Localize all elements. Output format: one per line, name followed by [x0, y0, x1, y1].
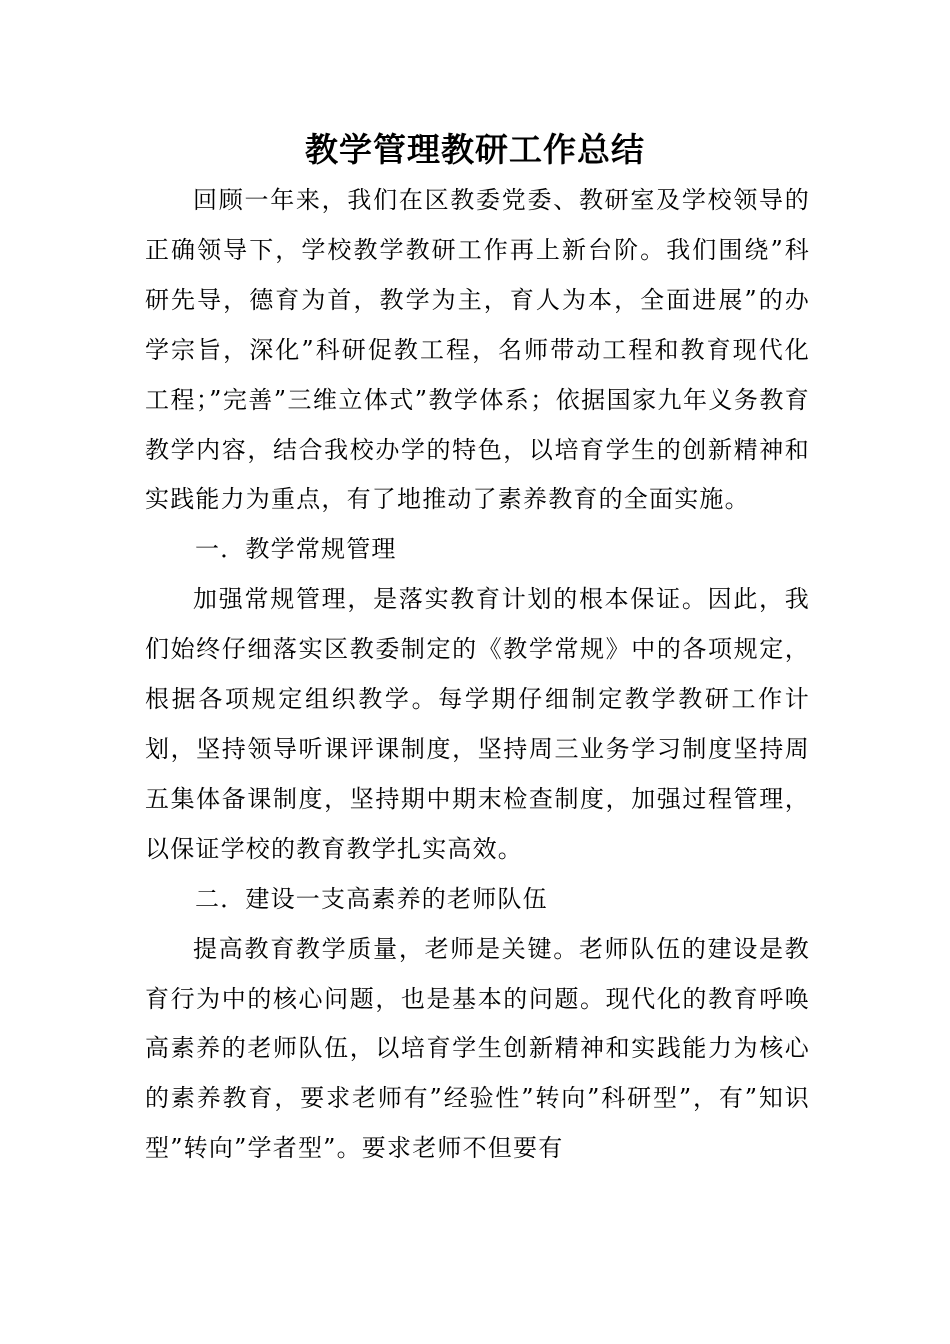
section-paragraph-2: 提高教育教学质量，老师是关键。老师队伍的建设是教育行为中的核心问题，也是基本的问题。现代化的教育呼唤高素养的老师队伍，以培育学生创新精神和实践能力为核心的素养教育，要求老师有”经验性”转向”科研型”，有”知识型”转向”学者型”。要求老师不但要有: [145, 934, 810, 1163]
document-title: 教学管理教研工作总结: [305, 130, 645, 169]
section-heading-2: 二．建设一支高素养的老师队伍: [195, 884, 548, 913]
section-heading-1: 一．教学常规管理: [195, 535, 397, 564]
document-body: [145, 176, 810, 1174]
section-paragraph-1: 加强常规管理，是落实教育计划的根本保证。因此，我们始终仔细落实区教委制定的《教学常规》中的各项规定，根据各项规定组织教学。每学期仔细制定教学教研工作计划，坚持领导听课评课制度，坚持周三业务学习制度坚持周五集体备课制度，坚持期中期末检查制度，加强过程管理，以保证学校的教育教学扎实高效。: [145, 585, 810, 863]
intro-paragraph: 回顾一年来，我们在区教委党委、教研室及学校领导的正确领导下，学校教学教研工作再上新台阶。我们围绕”科研先导，德育为首，教学为主，育人为本，全面进展”的办学宗旨，深化”科研促教工程，名师带动工程和教育现代化工程；”完善”三维立体式”教学体系；依据国家九年义务教育教学内容，结合我校办学的特色，以培育学生的创新精神和实践能力为重点，有了地推动了素养教育的全面实施。: [145, 186, 810, 514]
